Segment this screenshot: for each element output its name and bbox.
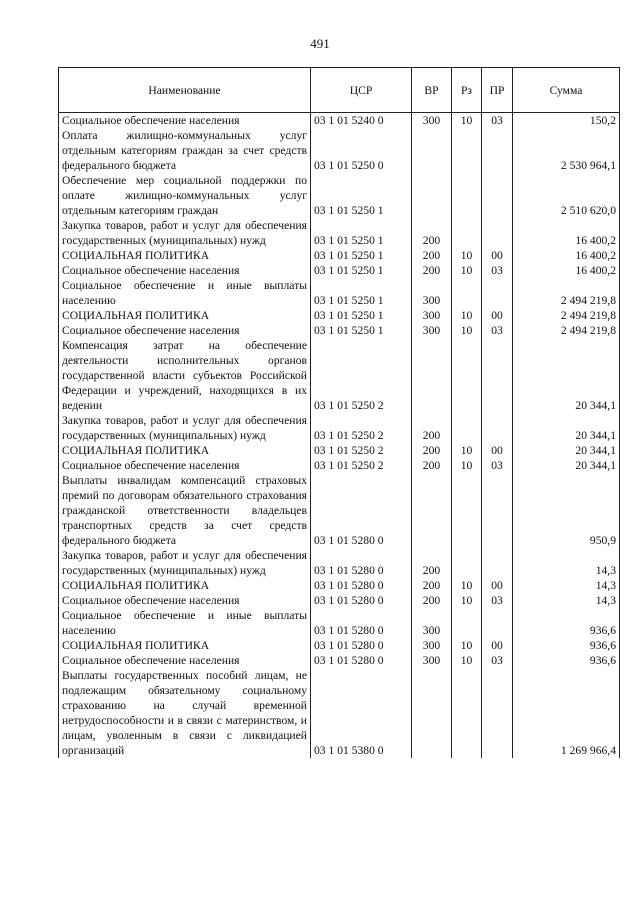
row-csr-cell: 03 1 01 5250 1 xyxy=(311,173,412,218)
row-name-cell: СОЦИАЛЬНАЯ ПОЛИТИКА xyxy=(59,443,311,458)
row-sum-cell: 950,9 xyxy=(513,473,620,548)
row-vr-cell: 300 xyxy=(412,308,452,323)
row-rz-cell xyxy=(452,218,482,248)
row-name-cell: Оплата жилищно-коммунальных услуг отдельным категориям граждан за счет средств федерального бюджета xyxy=(59,128,311,173)
table-row xyxy=(59,578,620,593)
row-pr-cell: 03 xyxy=(482,113,513,129)
row-sum-cell: 936,6 xyxy=(513,638,620,653)
column-header-csr: ЦСР xyxy=(311,68,412,113)
row-vr-cell: 300 xyxy=(412,113,452,129)
row-rz-cell xyxy=(452,668,482,758)
table-row xyxy=(59,593,620,608)
row-csr-cell: 03 1 01 5250 1 xyxy=(311,218,412,248)
row-pr-cell xyxy=(482,413,513,443)
table-row xyxy=(59,443,620,458)
row-name-cell: Закупка товаров, работ и услуг для обеспечения государственных (муниципальных) нужд xyxy=(59,413,311,443)
row-vr-cell xyxy=(412,338,452,413)
row-name-cell: Социальное обеспечение населения xyxy=(59,458,311,473)
row-name-cell: СОЦИАЛЬНАЯ ПОЛИТИКА xyxy=(59,638,311,653)
row-sum-cell: 14,3 xyxy=(513,548,620,578)
column-header-vr: ВР xyxy=(412,68,452,113)
row-name-cell: Социальное обеспечение и иные выплаты населению xyxy=(59,278,311,308)
table-row xyxy=(59,473,620,548)
row-csr-cell: 03 1 01 5250 1 xyxy=(311,248,412,263)
table-row xyxy=(59,323,620,338)
row-rz-cell: 10 xyxy=(452,263,482,278)
row-csr-cell: 03 1 01 5280 0 xyxy=(311,638,412,653)
row-vr-cell: 200 xyxy=(412,443,452,458)
row-name-cell: Выплаты инвалидам компенсаций страховых премий по договорам обязательного страхования гражданской ответственности владельцев транспортных средств за счет средств федерального бюджета xyxy=(59,473,311,548)
table-row xyxy=(59,638,620,653)
column-header-sum: Сумма xyxy=(513,68,620,113)
row-vr-cell: 200 xyxy=(412,593,452,608)
row-pr-cell: 00 xyxy=(482,248,513,263)
row-pr-cell xyxy=(482,338,513,413)
row-sum-cell: 936,6 xyxy=(513,653,620,668)
row-name-cell: Социальное обеспечение населения xyxy=(59,323,311,338)
row-vr-cell xyxy=(412,128,452,173)
table-row xyxy=(59,113,620,129)
table-row xyxy=(59,173,620,218)
row-csr-cell: 03 1 01 5250 2 xyxy=(311,338,412,413)
row-csr-cell: 03 1 01 5280 0 xyxy=(311,593,412,608)
row-sum-cell: 16 400,2 xyxy=(513,248,620,263)
row-sum-cell: 20 344,1 xyxy=(513,443,620,458)
row-name-cell: Социальное обеспечение населения xyxy=(59,263,311,278)
row-rz-cell: 10 xyxy=(452,113,482,129)
row-rz-cell xyxy=(452,128,482,173)
row-rz-cell xyxy=(452,278,482,308)
row-name-cell: Закупка товаров, работ и услуг для обеспечения государственных (муниципальных) нужд xyxy=(59,548,311,578)
column-header-pr: ПР xyxy=(482,68,513,113)
row-rz-cell xyxy=(452,413,482,443)
row-csr-cell: 03 1 01 5280 0 xyxy=(311,548,412,578)
row-pr-cell: 00 xyxy=(482,578,513,593)
table-row xyxy=(59,248,620,263)
page-number: 491 xyxy=(310,36,330,51)
table-row xyxy=(59,548,620,578)
row-vr-cell: 300 xyxy=(412,608,452,638)
table-row xyxy=(59,308,620,323)
row-pr-cell: 03 xyxy=(482,458,513,473)
row-name-cell: Социальное обеспечение населения xyxy=(59,593,311,608)
row-rz-cell: 10 xyxy=(452,653,482,668)
budget-table xyxy=(58,67,620,758)
row-vr-cell: 200 xyxy=(412,458,452,473)
row-rz-cell: 10 xyxy=(452,443,482,458)
table-header-row xyxy=(59,68,620,113)
row-name-cell: Компенсация затрат на обеспечение деятельности исполнительных органов государственной власти субъектов Российской Федерации и учреждений, находящихся в их ведении xyxy=(59,338,311,413)
row-pr-cell xyxy=(482,548,513,578)
row-csr-cell: 03 1 01 5250 2 xyxy=(311,443,412,458)
row-sum-cell: 2 530 964,1 xyxy=(513,128,620,173)
row-rz-cell xyxy=(452,173,482,218)
row-pr-cell xyxy=(482,473,513,548)
row-csr-cell: 03 1 01 5250 1 xyxy=(311,278,412,308)
row-pr-cell: 00 xyxy=(482,308,513,323)
row-csr-cell: 03 1 01 5280 0 xyxy=(311,608,412,638)
row-vr-cell: 300 xyxy=(412,323,452,338)
row-sum-cell: 1 269 966,4 xyxy=(513,668,620,758)
row-sum-cell: 936,6 xyxy=(513,608,620,638)
column-header-rz: Рз xyxy=(452,68,482,113)
row-pr-cell xyxy=(482,608,513,638)
row-sum-cell: 14,3 xyxy=(513,593,620,608)
row-csr-cell: 03 1 01 5250 1 xyxy=(311,323,412,338)
row-name-cell: Социальное обеспечение населения xyxy=(59,653,311,668)
row-rz-cell: 10 xyxy=(452,593,482,608)
row-vr-cell: 300 xyxy=(412,278,452,308)
table-row xyxy=(59,218,620,248)
row-csr-cell: 03 1 01 5250 2 xyxy=(311,458,412,473)
row-csr-cell: 03 1 01 5250 1 xyxy=(311,263,412,278)
table-row xyxy=(59,458,620,473)
row-name-cell: Обеспечение мер социальной поддержки по оплате жилищно-коммунальных услуг отдельным категориям граждан xyxy=(59,173,311,218)
row-csr-cell: 03 1 01 5280 0 xyxy=(311,653,412,668)
row-pr-cell xyxy=(482,668,513,758)
row-vr-cell xyxy=(412,473,452,548)
row-pr-cell xyxy=(482,173,513,218)
row-name-cell: СОЦИАЛЬНАЯ ПОЛИТИКА xyxy=(59,248,311,263)
row-sum-cell: 2 494 219,8 xyxy=(513,323,620,338)
row-sum-cell: 150,2 xyxy=(513,113,620,129)
row-sum-cell: 16 400,2 xyxy=(513,263,620,278)
row-name-cell: Закупка товаров, работ и услуг для обеспечения государственных (муниципальных) нужд xyxy=(59,218,311,248)
row-sum-cell: 2 494 219,8 xyxy=(513,308,620,323)
row-sum-cell: 20 344,1 xyxy=(513,413,620,443)
row-sum-cell: 2 510 620,0 xyxy=(513,173,620,218)
row-name-cell: Выплаты государственных пособий лицам, не подлежащим обязательному социальному страхованию на случай временной нетрудоспособности и в связи с материнством, и лицам, уволенным в связи с ликвидацией организаций xyxy=(59,668,311,758)
row-sum-cell: 2 494 219,8 xyxy=(513,278,620,308)
table-row xyxy=(59,668,620,758)
row-vr-cell: 200 xyxy=(412,218,452,248)
row-name-cell: СОЦИАЛЬНАЯ ПОЛИТИКА xyxy=(59,308,311,323)
row-pr-cell: 03 xyxy=(482,323,513,338)
row-pr-cell: 03 xyxy=(482,653,513,668)
row-rz-cell: 10 xyxy=(452,323,482,338)
row-vr-cell xyxy=(412,668,452,758)
row-pr-cell xyxy=(482,218,513,248)
row-pr-cell: 00 xyxy=(482,443,513,458)
row-csr-cell: 03 1 01 5240 0 xyxy=(311,113,412,129)
table-row xyxy=(59,608,620,638)
table-row xyxy=(59,278,620,308)
row-csr-cell: 03 1 01 5280 0 xyxy=(311,578,412,593)
row-sum-cell: 16 400,2 xyxy=(513,218,620,248)
row-rz-cell xyxy=(452,473,482,548)
row-name-cell: Социальное обеспечение и иные выплаты населению xyxy=(59,608,311,638)
row-pr-cell xyxy=(482,128,513,173)
row-vr-cell: 200 xyxy=(412,413,452,443)
row-rz-cell xyxy=(452,338,482,413)
row-rz-cell: 10 xyxy=(452,458,482,473)
row-vr-cell: 200 xyxy=(412,263,452,278)
table-row xyxy=(59,413,620,443)
row-csr-cell: 03 1 01 5250 1 xyxy=(311,308,412,323)
row-sum-cell: 20 344,1 xyxy=(513,338,620,413)
column-header-name: Наименование xyxy=(59,68,311,113)
row-csr-cell: 03 1 01 5380 0 xyxy=(311,668,412,758)
row-csr-cell: 03 1 01 5280 0 xyxy=(311,473,412,548)
row-vr-cell xyxy=(412,173,452,218)
row-rz-cell: 10 xyxy=(452,578,482,593)
row-csr-cell: 03 1 01 5250 2 xyxy=(311,413,412,443)
row-vr-cell: 300 xyxy=(412,638,452,653)
row-pr-cell xyxy=(482,278,513,308)
table-row xyxy=(59,653,620,668)
row-csr-cell: 03 1 01 5250 0 xyxy=(311,128,412,173)
row-vr-cell: 300 xyxy=(412,653,452,668)
row-pr-cell: 00 xyxy=(482,638,513,653)
table-row xyxy=(59,263,620,278)
row-vr-cell: 200 xyxy=(412,248,452,263)
row-name-cell: Социальное обеспечение населения xyxy=(59,113,311,129)
row-rz-cell: 10 xyxy=(452,638,482,653)
row-pr-cell: 03 xyxy=(482,263,513,278)
row-pr-cell: 03 xyxy=(482,593,513,608)
row-vr-cell: 200 xyxy=(412,548,452,578)
table-row xyxy=(59,338,620,413)
table-body xyxy=(59,113,620,759)
row-vr-cell: 200 xyxy=(412,578,452,593)
row-rz-cell xyxy=(452,608,482,638)
row-rz-cell xyxy=(452,548,482,578)
row-sum-cell: 20 344,1 xyxy=(513,458,620,473)
row-name-cell: СОЦИАЛЬНАЯ ПОЛИТИКА xyxy=(59,578,311,593)
row-sum-cell: 14,3 xyxy=(513,578,620,593)
row-rz-cell: 10 xyxy=(452,248,482,263)
table-row xyxy=(59,128,620,173)
row-rz-cell: 10 xyxy=(452,308,482,323)
